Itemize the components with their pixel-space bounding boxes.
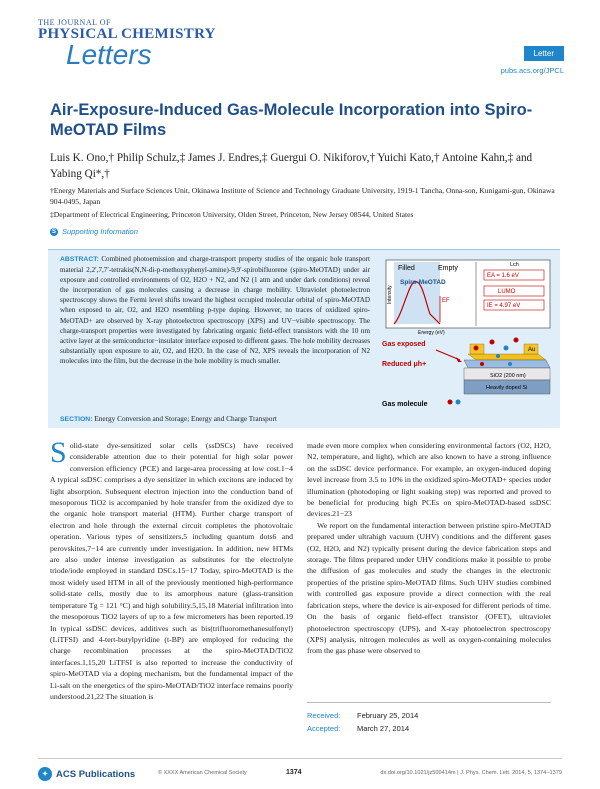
received-date: February 25, 2014 bbox=[357, 711, 419, 720]
section-line bbox=[60, 414, 277, 423]
gas-dot bbox=[496, 354, 500, 358]
ef-label: EF bbox=[442, 298, 450, 304]
copyright: © XXXX American Chemical Society bbox=[158, 770, 247, 776]
affiliation-2: ‡Department of Electrical Engineering, Princeton University, Olden Street, Princeton, New Jersey 08544, United States bbox=[50, 210, 414, 219]
empty-label: Empty bbox=[438, 265, 458, 272]
legend-dot bbox=[456, 400, 461, 405]
abstract-label: ABSTRACT: bbox=[60, 256, 99, 263]
article-type-badge: Letter bbox=[524, 46, 564, 61]
body-column-right bbox=[307, 440, 551, 657]
publication-dates bbox=[307, 702, 551, 735]
sio2-label: SiO2 (200 nm) bbox=[490, 373, 526, 379]
logo-letters: Letters bbox=[66, 39, 152, 70]
paragraph: made even more complex when considering environmental factors (O2, H2O, N2, temperature, and light), which are also known to have a strong influence on the ssDSC device performance. For example, an oxygen-induced doping level increase from 3.5 to 10% in the oxidized spiro-MeOTAD+ species under illumination (photodoping or light soaking step) was reported and proved to be beneficial for producing high PCEs on spiro-MeOTAD-based ssDSC devices.21−23 bbox=[307, 441, 551, 519]
section-text: Energy Conversion and Storage; Energy and Charge Transport bbox=[94, 414, 277, 423]
abstract bbox=[60, 254, 370, 366]
gas-dot bbox=[490, 340, 495, 345]
doi-citation[interactable]: dx.doi.org/10.1021/jz500414m | J. Phys. Chem. Lett. 2014, 5, 1374−1379 bbox=[380, 770, 562, 776]
spiro-label: Spiro-MeOTAD bbox=[400, 279, 446, 286]
article-title: Air-Exposure-Induced Gas-Molecule Incorporation into Spiro-MeOTAD Films bbox=[50, 101, 533, 139]
arrowhead bbox=[456, 357, 462, 362]
toc-graphic bbox=[378, 256, 553, 416]
affiliation-1: †Energy Materials and Surface Sciences Unit, Okinawa Institute of Science and Technology Graduate University, 1919-1 Tancha, Onna-son, Kunigami-gun, Okinawa 904-0495, Japan bbox=[50, 186, 555, 206]
accepted-row bbox=[307, 722, 551, 735]
gas-dot bbox=[474, 346, 479, 351]
filled-label: Filled bbox=[398, 265, 415, 272]
supporting-info-label: Supporting Information bbox=[62, 227, 138, 236]
lch-label: Lch bbox=[510, 262, 519, 268]
paragraph: olid-state dye-sensitized solar cells (ssDSCs) have received considerable attention due to their potential for high solar power conversion efficiency (PCE) and large-area processing at low cost.1−4 A typical ssDSC comprises a dye sensitizer in which excitons are induced by light absorption. Subsequent electron injection into the conduction band of mesoporous TiO2 is accompanied by hole transfer from the oxidized dye to the organic hole transport material (HTM). Further charge transport of electron and hole through the external circuit completes the photovoltaic operation. Various types of sensitizers,5 including quantum dots6 and perovskites,7−14 are currently under investigation. In addition, new HTMs are also under intense investigation as substitutes for the electrolyte triode/iode employed in standard DSCs.15−17 Today, spiro-MeOTAD is the most widely used HTM in all of the previously mentioned high-performance solid-state cells, mostly due to its amorphous nature (glass-transition temperature Tg = 121 °C) and high solubility.5,15,18 Material infiltration into the mesoporous TiO2 layers of up to a few micrometers has been reported.19 In typical ssDSC devices, additives such as bis(trifluoromethanesulfonyl) (LiTFSI) and 4-tert-butylpyridine (t-BP) are employed for reducing the charge recombination processes at the spiro-MeOTAD/TiO2 interfaces.1,15,20 LiTFSI is also reported to increase the conductivity of spiro-MeOTAD via a doping mechanism, but the fundamental impact of the Li-salt on the energetics of the spiro-MeOTAD/TiO2 interface remains poorly understood.21,22 The situation is bbox=[50, 441, 293, 701]
accepted-date: March 27, 2014 bbox=[357, 724, 410, 733]
gas-dot bbox=[480, 362, 484, 366]
ylabel: Intensity bbox=[387, 285, 393, 304]
journal-url[interactable]: pubs.acs.org/JPCL bbox=[500, 66, 564, 75]
ea-label: EA = 1.6 eV bbox=[487, 273, 519, 279]
section-label: SECTION: bbox=[60, 416, 93, 423]
abstract-box bbox=[48, 249, 560, 428]
lumo-label: LUMO bbox=[498, 289, 516, 295]
accepted-label: Accepted: bbox=[307, 724, 341, 733]
journal-logo bbox=[38, 18, 216, 68]
gas-dot bbox=[504, 346, 509, 351]
ie-label: IE = 4.97 eV bbox=[487, 303, 521, 309]
dropcap: S bbox=[50, 436, 67, 469]
xlabel: Energy (eV) bbox=[418, 330, 445, 336]
body-column-left bbox=[50, 436, 293, 702]
publisher-name: ACS Publications bbox=[56, 768, 136, 780]
supporting-info-icon: S bbox=[51, 228, 56, 235]
reduced-label: Reduced μh+ bbox=[382, 361, 427, 368]
arrow bbox=[436, 350, 460, 360]
page-number: 1374 bbox=[286, 769, 302, 776]
abstract-body: Combined photoemission and charge-transport property studies of the organic hole transport material 2,2′,7,7′-tetrakis(N,N-di-p-methoxyphenyl-amine)-9,9′-spirobifluorene (spiro-MeOTAD) under air exposure and controlled environments of O2, H2O + N2, and N2 (1 atm and under dark conditions) reveal the incorporation of gas molecules causing a decrease in charge mobility. Ultraviolet photoelectron spectroscopy shows the Fermi level shifts toward the highest occupied molecular orbital of spiro-MeOTAD when exposed to air, O2, and H2O resembling p-type doping. However, no traces of oxidized spiro-MeOTAD+ are observed by X-ray photoelectron spectroscopy (XPS) and UV−visible spectroscopy. The charge-transport properties were investigated by fabricating organic field-effect transistors with the 10 nm active layer at the semiconductor−insulator interface exposed to different gases. The hole mobility decreases substantially upon exposure to air, O2, and H2O. In the case of N2, XPS reveals the incorporation of N2 molecules into the film, but the decrease in the hole mobility is much smaller. bbox=[60, 255, 370, 365]
organic-layer bbox=[464, 360, 550, 368]
gas-exposed-label: Gas exposed bbox=[382, 341, 426, 348]
gas-dot bbox=[514, 338, 519, 343]
au-label: Au bbox=[528, 347, 536, 353]
gas-dot bbox=[508, 362, 512, 366]
logo-the: THE JOURNAL OF bbox=[38, 18, 111, 27]
au-electrode-top bbox=[468, 354, 546, 360]
page-footer bbox=[38, 758, 562, 780]
gas-molecule-label: Gas molecule bbox=[382, 401, 428, 408]
paragraph: We report on the fundamental interaction between pristine spiro-MeOTAD prepared under ultrahigh vacuum (UHV) conditions and the different gases (O2, H2O, and N2) typically present during the device fabrication steps and storage. The films prepared under UHV conditions make it possible to probe the diffusion of gas molecules and study the changes in the electronic properties of the pristine spiro-MeOTAD films. Such UHV studies combined with controlled gas exposure provide a direct connection with the real fabrication steps, where the device is air-exposed for different periods of time. On the basis of organic field-effect transistor (OFET), ultraviolet photoelectron spectroscopy (UPS), and X-ray photoelectron spectroscopy (XPS) analysis, nitrogen molecules as well as oxygen-containing molecules from the gas phase were observed to bbox=[307, 520, 551, 656]
supporting-information-link[interactable] bbox=[50, 227, 138, 236]
acs-icon: ✦ bbox=[38, 767, 52, 781]
si-label: Heavily doped Si bbox=[486, 385, 528, 391]
received-label: Received: bbox=[307, 711, 341, 720]
legend-dot bbox=[448, 400, 453, 405]
received-row bbox=[307, 709, 551, 722]
acs-publications-logo[interactable] bbox=[38, 767, 135, 781]
author-list: Luis K. Ono,† Philip Schulz,‡ James J. Endres,‡ Guergui O. Nikiforov,† Yuichi Kato,† Antoine Kahn,‡ and Yabing Qi*,† bbox=[50, 152, 533, 180]
logo-physical-chemistry: PHYSICAL CHEMISTRY bbox=[38, 26, 216, 42]
